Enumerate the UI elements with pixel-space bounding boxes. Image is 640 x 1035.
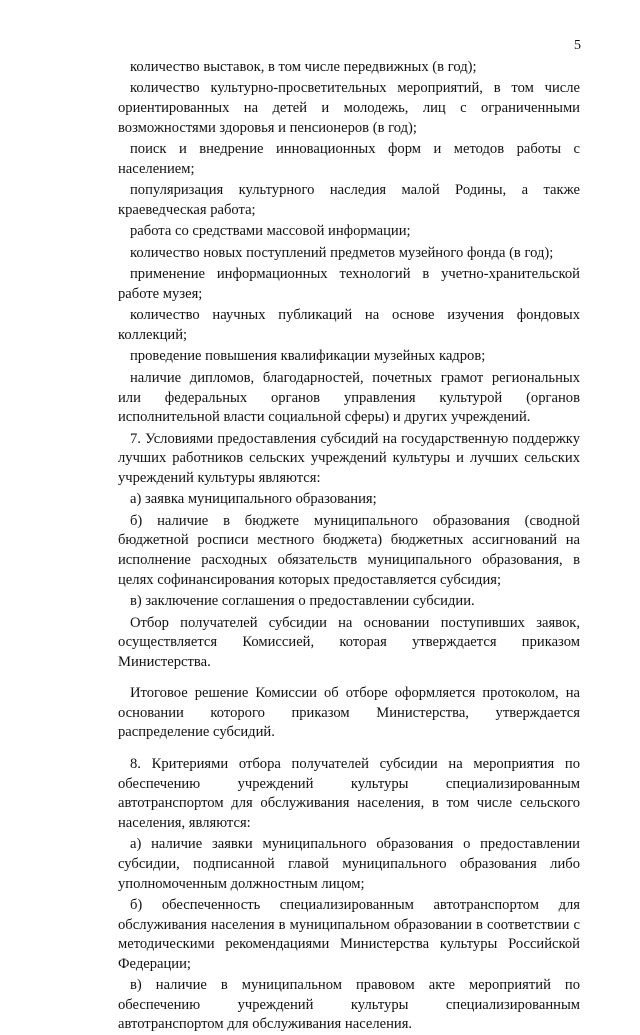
paragraph-diplomas-awards: наличие дипломов, благодарностей, почетных грамот региональных или федеральных органов управления культурой (органов исполнительной власти социальной сферы) и других учреждений.	[118, 369, 580, 426]
paragraph-heritage-popularization: популяризация культурного наследия малой Родины, а также краеведческая работа;	[118, 182, 580, 218]
paragraph-condition-a: а) заявка муниципального образования;	[130, 491, 377, 508]
paragraph-scientific-publications: количество научных публикаций на основе изучения фондовых коллекций;	[118, 307, 580, 343]
page-number: 5	[574, 38, 581, 53]
paragraph-exhibitions-count: количество выставок, в том числе передвижных (в год);	[130, 59, 477, 75]
paragraph-condition-c: в) заключение соглашения о предоставлении субсидии.	[130, 593, 475, 610]
paragraph-selection-commission: Отбор получателей субсидии на основании поступивших заявок, осуществляется Комиссией, которая утверждается приказом Министерства.	[118, 614, 580, 670]
paragraph-criterion-b: б) обеспеченность специализированным автотранспортом для обслуживания населения в муниципальном образовании в соответствии с методическими рекомендациями Министерства культуры Российской Федерации;	[118, 897, 580, 972]
paragraph-new-acquisitions: количество новых поступлений предметов музейного фонда (в год);	[130, 244, 554, 261]
paragraph-criterion-a: а) наличие заявки муниципального образования о предоставлении субсидии, подписанной главой муниципального образования либо уполномоченным должностным лицом;	[118, 836, 580, 892]
paragraph-mass-media-work: работа со средствами массовой информации;	[130, 223, 411, 240]
document-body	[118, 58, 580, 1035]
paragraph-staff-qualification: проведение повышения квалификации музейных кадров;	[130, 348, 486, 365]
paragraph-section-8-criteria: 8. Критериями отбора получателей субсидии на мероприятия по обеспечению учреждений культуры специализированным автотранспортом для обслуживания населения, в том числе сельского населения, являются:	[118, 756, 580, 831]
paragraph-cultural-events-count: количество культурно-просветительных мероприятий, в том числе ориентированных на детей и молодежь, лиц с ограниченными возможностями здоровья и пенсионеров (в год);	[118, 80, 580, 136]
paragraph-innovative-methods: поиск и внедрение инновационных форм и методов работы с населением;	[118, 141, 580, 177]
paragraph-final-decision: Итоговое решение Комиссии об отборе оформляется протоколом, на основании которого приказом Министерства, утверждается распределение субсидий.	[118, 685, 580, 741]
paragraph-information-technology: применение информационных технологий в учетно-хранительской работе музея;	[118, 266, 580, 302]
paragraph-section-7-conditions: 7. Условиями предоставления субсидий на государственную поддержку лучших работников сельских учреждений культуры и лучших сельских учреждений культуры являются:	[118, 430, 580, 486]
paragraph-condition-b: б) наличие в бюджете муниципального образования (сводной бюджетной росписи местного бюджета) бюджетных ассигнований на исполнение расходных обязательств муниципального образования, в целях софинансирования которых предоставляется субсидия;	[118, 512, 580, 588]
paragraph-criterion-c: в) наличие в муниципальном правовом акте мероприятий по обеспечению учреждений культуры специализированным автотранспортом для обслуживания населения.	[118, 977, 580, 1033]
